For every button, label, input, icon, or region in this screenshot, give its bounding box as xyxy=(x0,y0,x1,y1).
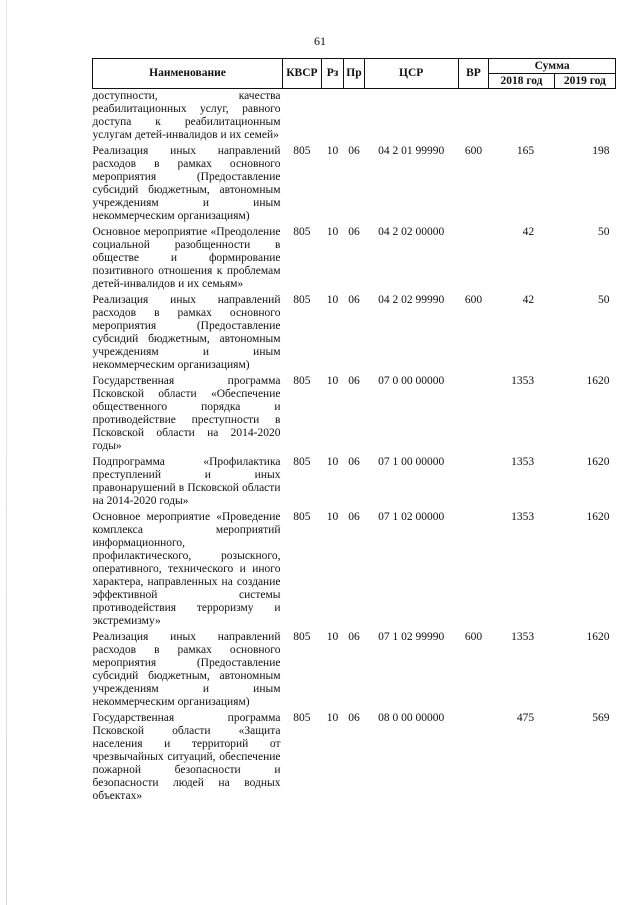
cell-vr xyxy=(458,226,489,294)
header-2019: 2019 год xyxy=(554,74,615,89)
cell-name: Государственная программа Псковской области «Защита населения и территорий от чрезвычайных ситуаций, обеспечение пожарной безопасности и безопасности людей на водных объектах» xyxy=(92,712,281,802)
budget-table xyxy=(92,58,616,806)
table-row xyxy=(93,631,616,712)
cell-2019: 50 xyxy=(598,226,610,238)
cell-kvsr: 805 xyxy=(293,511,311,523)
cell-csr: 04 2 02 99990 xyxy=(378,294,445,306)
cell-rz: 10 xyxy=(326,631,339,643)
cell-2018 xyxy=(489,89,554,146)
cell-name: Реализация иных направлений расходов в рамках основного мероприятия (Предоставление субсидий бюджетным, автономным учреждениям и иным некоммерческим организациям) xyxy=(92,294,281,371)
cell-2019: 1620 xyxy=(586,375,610,387)
cell-pr: 06 xyxy=(348,145,360,157)
cell-pr: 06 xyxy=(348,631,360,643)
cell-2019: 1620 xyxy=(586,631,610,643)
cell-kvsr xyxy=(282,89,321,146)
cell-pr: 06 xyxy=(348,712,360,724)
header-pr: Пр xyxy=(344,59,364,89)
cell-2018: 42 xyxy=(522,294,535,306)
cell-2019: 198 xyxy=(592,145,610,157)
cell-rz: 10 xyxy=(326,145,339,157)
table-row xyxy=(93,375,616,456)
cell-csr: 07 1 02 00000 xyxy=(378,511,445,523)
cell-csr xyxy=(364,89,458,146)
cell-vr xyxy=(458,89,489,146)
cell-rz: 10 xyxy=(326,456,339,468)
cell-name: Государственная программа Псковской области «Обеспечение общественного порядка и противодействие преступности в Псковской области на 2014-2020 годы» xyxy=(92,375,281,452)
cell-2018: 1353 xyxy=(511,631,535,643)
cell-name: Основное мероприятие «Проведение комплекса мероприятий информационного, профилактического, розыскного, оперативного, технического и иного характера, направленных на создание эффективной системы противодействия терроризму и экстремизму» xyxy=(92,511,281,627)
cell-kvsr: 805 xyxy=(293,145,311,157)
cell-name: Подпрограмма «Профилактика преступлений и иных правонарушений в Псковской области на 2014-2020 годы» xyxy=(92,456,281,507)
cell-pr: 06 xyxy=(348,226,360,238)
cell-rz xyxy=(321,89,343,146)
header-name: Наименование xyxy=(93,59,283,89)
cell-csr: 08 0 00 00000 xyxy=(378,712,445,724)
cell-2018: 1353 xyxy=(511,456,535,468)
cell-name: доступности, качества реабилитационных услуг, равного доступа к реабилитационным услугам детей-инвалидов и их семей» xyxy=(92,90,281,141)
header-2018: 2018 год xyxy=(489,74,554,89)
header-vr: ВР xyxy=(458,59,489,89)
header-csr: ЦСР xyxy=(364,59,458,89)
cell-kvsr: 805 xyxy=(293,456,311,468)
cell-2019 xyxy=(554,89,615,146)
cell-vr xyxy=(458,456,489,511)
cell-2018: 475 xyxy=(516,712,535,724)
cell-csr: 07 1 00 00000 xyxy=(378,456,445,468)
cell-2018: 1353 xyxy=(511,375,535,387)
cell-pr: 06 xyxy=(348,294,360,306)
cell-pr: 06 xyxy=(348,456,360,468)
cell-pr: 06 xyxy=(348,375,360,387)
cell-kvsr: 805 xyxy=(293,294,311,306)
cell-2018: 165 xyxy=(516,145,535,157)
cell-csr: 04 2 01 99990 xyxy=(378,145,445,157)
cell-kvsr: 805 xyxy=(293,375,311,387)
cell-vr: 600 xyxy=(464,145,483,157)
cell-2018: 1353 xyxy=(511,511,535,523)
table-row xyxy=(93,226,616,294)
header-kvsr: КВСР xyxy=(282,59,321,89)
cell-2019: 1620 xyxy=(586,456,610,468)
cell-rz: 10 xyxy=(326,712,339,724)
cell-pr: 06 xyxy=(348,511,360,523)
table-row xyxy=(93,511,616,631)
page-number: 61 xyxy=(314,34,326,48)
cell-csr: 07 1 02 99990 xyxy=(378,631,445,643)
cell-rz: 10 xyxy=(326,226,339,238)
cell-vr xyxy=(458,511,489,631)
cell-csr: 07 0 00 00000 xyxy=(378,375,445,387)
cell-vr: 600 xyxy=(464,294,483,306)
cell-kvsr: 805 xyxy=(293,631,311,643)
cell-kvsr: 805 xyxy=(293,712,311,724)
cell-vr: 600 xyxy=(464,631,483,643)
cell-2019: 569 xyxy=(592,712,610,724)
table-row xyxy=(93,145,616,226)
cell-name: Основное мероприятие «Преодоление социальной разобщенности в обществе и формирование позитивного отношения к проблемам детей-инвалидов и их семьям» xyxy=(92,226,281,290)
cell-rz: 10 xyxy=(326,294,339,306)
cell-2018: 42 xyxy=(522,226,535,238)
cell-vr xyxy=(458,375,489,456)
cell-name: Реализация иных направлений расходов в рамках основного мероприятия (Предоставление субсидий бюджетным, автономным учреждениям и иным некоммерческим организациям) xyxy=(92,145,281,222)
table-row xyxy=(93,89,616,146)
cell-csr: 04 2 02 00000 xyxy=(378,226,445,238)
table-body xyxy=(93,89,616,807)
cell-pr xyxy=(344,89,364,146)
cell-name: Реализация иных направлений расходов в рамках основного мероприятия (Предоставление субсидий бюджетным, автономным учреждениям и иным некоммерческим организациям) xyxy=(92,631,281,708)
cell-2019: 1620 xyxy=(586,511,610,523)
table-header xyxy=(93,59,616,89)
cell-vr xyxy=(458,712,489,806)
cell-rz: 10 xyxy=(326,375,339,387)
header-rz: Рз xyxy=(321,59,343,89)
header-sum: Сумма xyxy=(489,59,616,74)
cell-2019: 50 xyxy=(598,294,610,306)
table-row xyxy=(93,294,616,375)
scan-edge xyxy=(6,0,7,905)
table-row xyxy=(93,712,616,806)
table-row xyxy=(93,456,616,511)
cell-kvsr: 805 xyxy=(293,226,311,238)
cell-rz: 10 xyxy=(326,511,339,523)
